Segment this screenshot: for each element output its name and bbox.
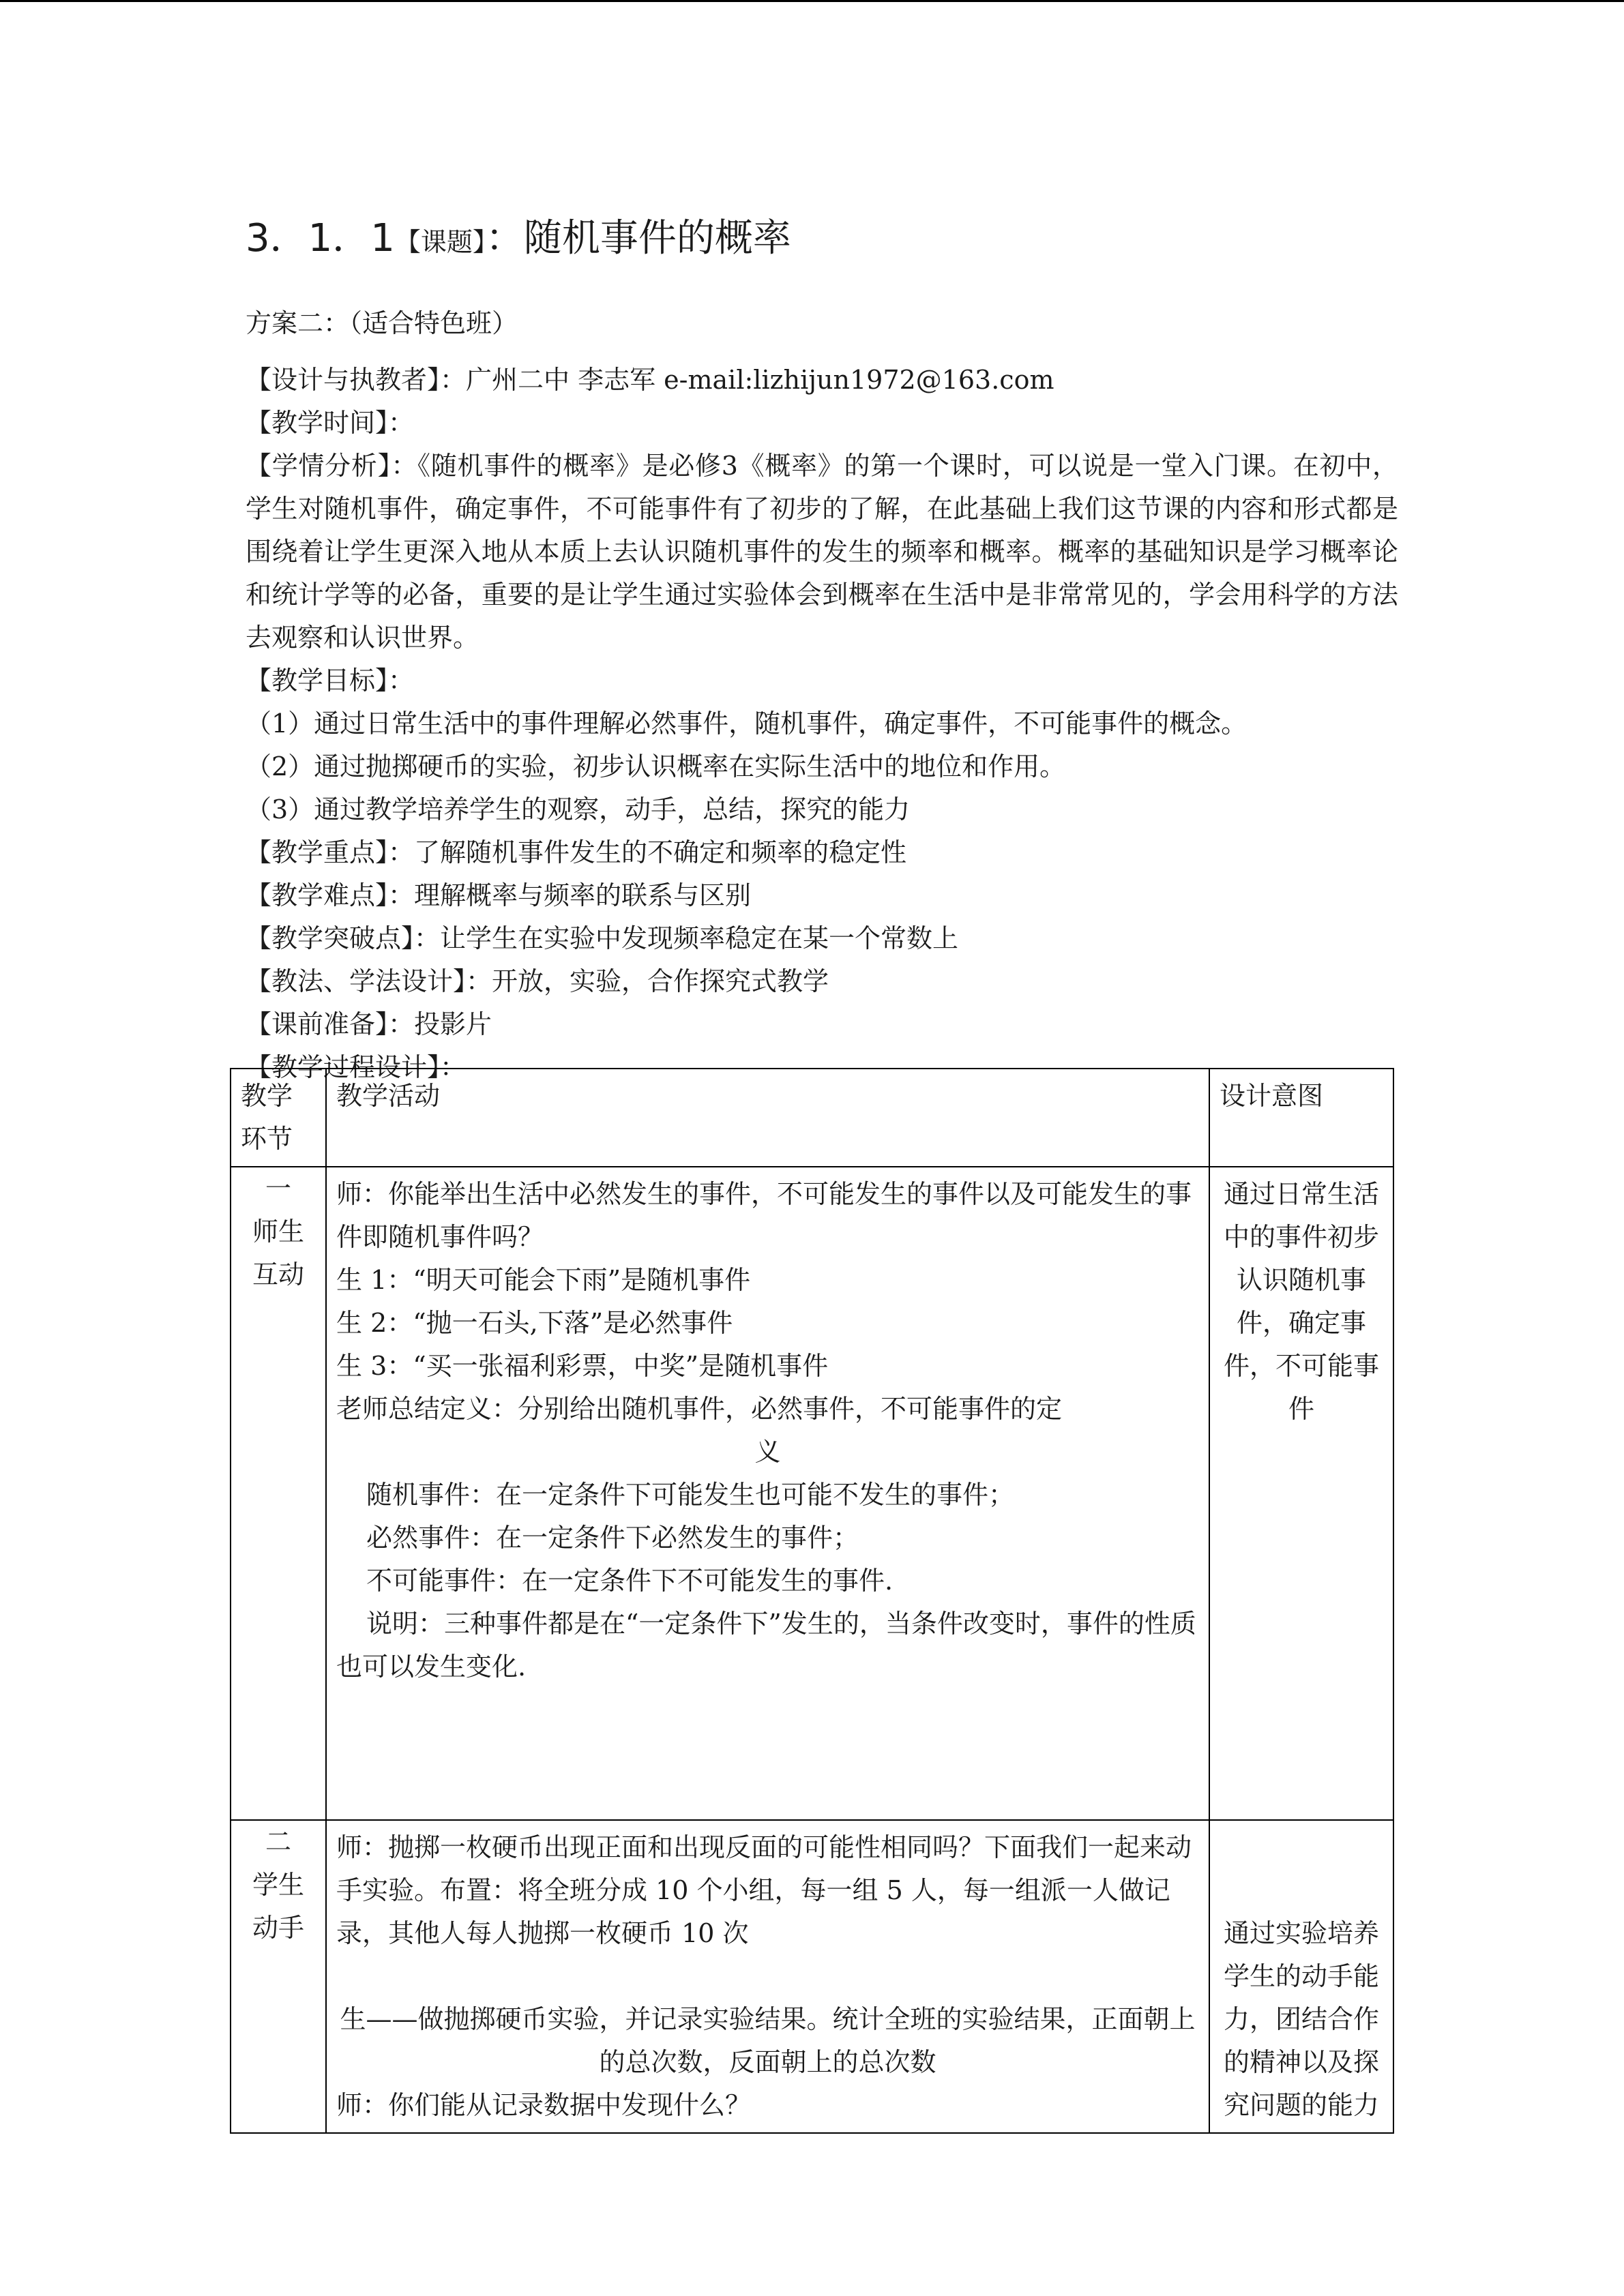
activity-text: 生——做抛掷硬币实验，并记录实验结果。统计全班的实验结果，正面朝上的总次数，反面朝上的总次数 xyxy=(340,2004,1196,2077)
analysis-paragraph: 【学情分析】：《随机事件的概率》是必修3《概率》的第一个课时，可以说是一堂入门课。在初中，学生对随机事件，确定事件，不可能事件有了初步的了解，在此基础上我们这节课的内容和形式都是围绕着让学生更深入地从本质上去认识随机事件的发生的频率和概率。概率的基础知识是学习概率论和统计学等的必备，重要的是让学生通过实验体会到概率在生活中是非常常见的，学会用科学的方法去观察和认识世界。 xyxy=(246,451,1398,653)
activity-cell-2 xyxy=(326,1820,1209,2133)
activity-text: 不可能事件：在一定条件下不可能发生的事件. xyxy=(366,1566,894,1596)
activity-text: 师：你们能从记录数据中发现什么？ xyxy=(336,2090,752,2120)
header-activity: 教学活动 xyxy=(326,1069,1209,1167)
stage-label-top: 学生 xyxy=(252,1870,304,1900)
breakthrough-line: 【教学突破点】：让学生在实验中发现频率稳定在某一个常数上 xyxy=(246,923,959,953)
stage-number: 二 xyxy=(265,1827,291,1857)
method-line: 【教法、学法设计】：开放，实验，合作探究式教学 xyxy=(246,966,829,996)
stage-number: 一 xyxy=(265,1174,291,1204)
stage-cell-2 xyxy=(231,1820,326,2133)
activity-text: 生 3：“买一张福利彩票，中奖”是随机事件 xyxy=(336,1351,829,1381)
activity-text: 义 xyxy=(754,1437,781,1467)
activity-text: 必然事件：在一定条件下必然发生的事件； xyxy=(366,1523,859,1553)
activity-text: 随机事件：在一定条件下可能发生也可能不发生的事件； xyxy=(366,1480,1015,1510)
difficulty-line: 【教学难点】：理解概率与频率的联系与区别 xyxy=(246,880,752,910)
stage-label-bottom: 动手 xyxy=(252,1913,304,1943)
stage-cell-1 xyxy=(231,1167,326,1820)
header-stage xyxy=(231,1069,326,1167)
lesson-tag: 【课题】 xyxy=(394,227,486,257)
lesson-title-text: ：随机事件的概率 xyxy=(485,216,791,260)
activity-text: 师：抛掷一枚硬币出现正面和出现反面的可能性相同吗？下面我们一起来动手实验。布置：将全班分成 10 个小组，每一组 5 人，每一组派一人做记录，其他人每人抛掷一枚硬币 10 次 xyxy=(336,1832,1192,1948)
activity-text: 生 2：“抛一石头,下落”是必然事件 xyxy=(336,1308,733,1338)
top-border-line xyxy=(0,0,1624,2)
table-row xyxy=(231,1820,1393,2133)
header-intent: 设计意图 xyxy=(1209,1069,1393,1167)
process-label: 【教学过程设计】： xyxy=(246,1052,467,1082)
activity-text: 老师总结定义：分别给出随机事件，必然事件，不可能事件的定 xyxy=(336,1394,1063,1424)
activity-text: 生 1：“明天可能会下雨”是随机事件 xyxy=(336,1265,751,1295)
intent-cell-2: 通过实验培养学生的动手能力，团结合作的精神以及探究问题的能力 xyxy=(1209,1820,1393,2133)
key-point-line: 【教学重点】：了解随机事件发生的不确定和频率的稳定性 xyxy=(246,837,907,867)
activity-text: 说明：三种事件都是在“一定条件下”发生的，当条件改变时，事件的性质也可以发生变化. xyxy=(336,1609,1196,1682)
plan-line: 方案二：（适合特色班） xyxy=(246,308,518,338)
activity-cell-1 xyxy=(326,1167,1209,1820)
lesson-number: 3．1．1 xyxy=(246,216,395,260)
teaching-time-line: 【教学时间】： xyxy=(246,408,415,438)
intent-cell-1: 通过日常生活中的事件初步认识随机事件，确定事件，不可能事件 xyxy=(1209,1167,1393,1820)
objectives-label: 【教学目标】： xyxy=(246,666,415,696)
lesson-title xyxy=(246,211,1398,269)
table-header-row xyxy=(231,1069,1393,1167)
spacer xyxy=(336,1955,1199,1998)
designer-line: 【设计与执教者】：广州二中 李志军 e-mail:lizhijun1972@163.com xyxy=(246,365,1054,395)
header-stage-line1: 教学 xyxy=(241,1081,293,1111)
preparation-line: 【课前准备】：投影片 xyxy=(246,1009,492,1039)
table-row xyxy=(231,1167,1393,1820)
objective-item-3: （3）通过教学培养学生的观察，动手，总结，探究的能力 xyxy=(246,794,911,824)
objective-item-1: （1）通过日常生活中的事件理解必然事件，随机事件，确定事件，不可能事件的概念。 xyxy=(246,709,1247,739)
stage-label-bottom: 互动 xyxy=(252,1259,304,1289)
document-page xyxy=(246,211,1398,1089)
stage-label-top: 师生 xyxy=(252,1217,304,1247)
teaching-process-table xyxy=(230,1068,1394,2134)
objective-item-2: （2）通过抛掷硬币的实验，初步认识概率在实际生活中的地位和作用。 xyxy=(246,751,1066,781)
header-stage-line2: 环节 xyxy=(241,1124,293,1154)
activity-text: 师：你能举出生活中必然发生的事件，不可能发生的事件以及可能发生的事件即随机事件吗？ xyxy=(336,1179,1192,1252)
